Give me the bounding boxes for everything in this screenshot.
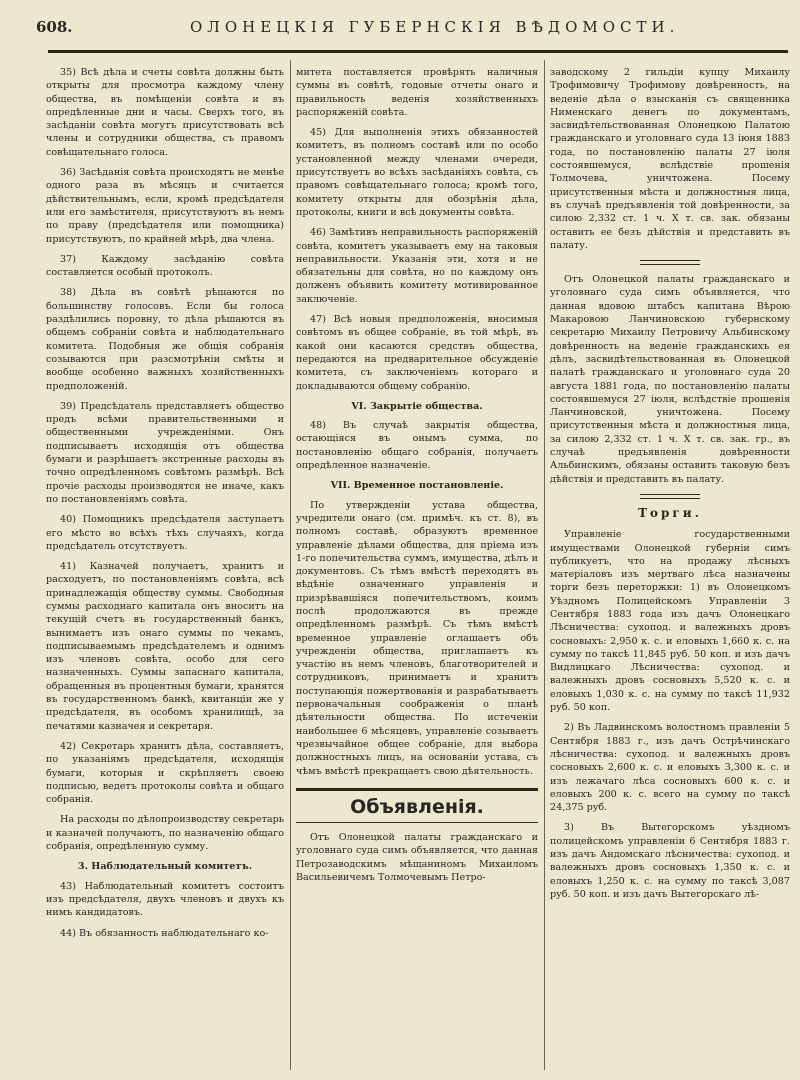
divider-ornament — [640, 260, 700, 265]
section-rule — [296, 822, 538, 823]
paragraph: митета поставляется провѣрять наличныя суммы въ совѣтѣ, годовые отчеты онаго и правильность веденія хозяйственныхъ распоряженій совѣта. — [296, 67, 538, 118]
paragraph: 48) Въ случаѣ закрытія общества, остающіяся въ онымъ сумма, по постановленію общаго собранія, получаетъ опредѣленное назначеніе. — [296, 420, 538, 472]
paragraph: 3) Въ Вытегорскомъ уѣздномъ полицейскомъ управленіи 6 Сентября 1883 г. изъ дачъ Андомскаго лѣсничества: сухопод. и валежныхъ дровъ сосновыхъ 1,350 к. с. и еловыхъ 1,250 к. с. на сумму по таксѣ 3,087 руб. 50 коп. и изъ дачъ Вытегорскаго лѣ- — [550, 822, 790, 900]
paragraph: 47) Всѣ новыя предположенія, вносимыя совѣтомъ въ общее собраніе, въ той мѣрѣ, въ какой они касаются средствъ общества, передаются на предварительное обсужденіе комитета, съ заключеніемъ котораго и докладываются общему собранію. — [296, 314, 538, 392]
paragraph: Отъ Олонецкой палаты гражданскаго и уголовнаго суда симъ объявляется, что данная Петрозаводскимъ мѣщаниномъ Михаиломъ Васильевичемъ Толмочевымъ Петро- — [296, 832, 538, 884]
section-rule — [296, 788, 538, 791]
paragraph: 43) Наблюдательный комитетъ состоитъ изъ предсѣдателя, двухъ членовъ и двухъ къ нимъ кандидатовъ. — [46, 880, 284, 919]
paragraph: 41) Казначей получаетъ, хранитъ и расходуетъ, по постановленіямъ совѣта, всѣ принадлежащія обществу суммы. Свободныя суммы расходнаго капитала онъ вноситъ на текущій счетъ въ государственный банкъ, вынимаетъ изъ онаго суммы по чекамъ, подписываемымъ предсѣдателемъ и однимъ изъ членовъ совѣта, особо для сего назначенныхъ. Суммы запаснаго капитала, обращенныя въ процентныя бумаги, хранятся въ государственномъ банкѣ, квитанціи же у предсѣдателя, въ особомъ хранилищѣ, за печатями казначея и секретаря. — [46, 561, 284, 732]
paragraph: 36) Засѣданія совѣта происходятъ не менѣе одного раза въ мѣсяцъ и считается дѣйствительнымъ, если, кромѣ предсѣдателя или его замѣстителя, присутствуютъ въ немъ по праву (предсѣдателя или помощника) присутствуютъ, по крайней мѣрѣ, два члена. — [46, 167, 284, 245]
paragraph: Управленіе государственными имуществами Олонецкой губерніи симъ публикуетъ, что на продажу лѣсныхъ матеріаловъ изъ мертваго лѣса назначены торги безъ переторжки: 1) въ Олонецкомъ Уѣздномъ Полицейскомъ Управленіи 3 Сентября 1883 года изъ дачъ Олонецкаго Лѣсничества: сухопод. и валежныхъ дровъ сосновыхъ: 2,950 к. с. и еловыхъ 1,660 к. с. на сумму по таксѣ 11,845 руб. 50 коп. и изъ дачъ Видлицкаго Лѣсничества: сухопод. и валежныхъ дровъ сосновыхъ 5,520 к. с. и еловыхъ 1,030 к. с. на сумму по таксѣ 11,932 руб. 50 коп. — [550, 529, 790, 714]
section-heading: VI. Закрытіе общества. — [351, 400, 483, 412]
paragraph: 44) Въ обязанность наблюдательнаго ко- — [60, 927, 269, 939]
paragraph: заводскому 2 гильдіи купцу Михаилу Трофимовичу Трофимову довѣренность, на веденіе дѣла о взысканія съ священника Нименскаго денегъ по документамъ, засвидѣтельствованная Олонецкою Палатою гражданскаго и уголовнаго суда 13 іюня 1883 года, по постановленію палаты 27 іюля состоявшемуся, вслѣдствіе прошенія Толмочева, уничтожена. Посему присутственныя мѣста и должностныя лица, въ случаѣ предъявленія той довѣренности, за силою 2,332 ст. 1 ч. X т. св. зак. обязаны оставить ее безъ дѣйствія и представить въ палату. — [550, 67, 790, 251]
section-heading: VII. Временное постановленіе. — [330, 480, 504, 492]
page-number: 608. — [36, 18, 73, 36]
column-divider — [290, 60, 291, 1070]
section-heading: 3. Наблюдательный комитетъ. — [77, 861, 253, 873]
column-left — [46, 66, 284, 947]
paragraph: 40) Помощникъ предсѣдателя заступаетъ его мѣсто во всѣхъ тѣхъ случаяхъ, когда предсѣдатель отсутствуетъ. — [46, 514, 284, 552]
section-heading: Торги. — [638, 505, 702, 520]
page-title: ОЛОНЕЦКІЯ ГУБЕРНСКІЯ ВѢДОМОСТИ. — [190, 18, 680, 36]
paragraph: 38) Дѣла въ совѣтѣ рѣшаются по большинству голосовъ. Если бы голоса раздѣлились поровну, то дѣла рѣшаются въ общемъ собраніи совѣта и наблюдательнаго комитета. Подобныя же общія собранія созываются при разсмотрѣніи смѣты и вообще особенно важныхъ хозяйственныхъ предположеній. — [46, 287, 284, 392]
column-right — [550, 66, 790, 908]
column-middle — [296, 66, 538, 891]
header-rule — [48, 50, 788, 53]
paragraph: 37) Каждому засѣданію совѣта составляется особый протоколъ. — [46, 253, 284, 279]
divider-ornament — [640, 494, 700, 499]
paragraph: 46) Замѣтивъ неправильность распоряженій совѣта, комитетъ указываетъ ему на таковыя неправильности. Указанія эти, хотя и не обязательны для совѣта, но по каждому онъ долженъ объявить комитету мотивированное заключеніе. — [296, 227, 538, 305]
paragraph: 35) Всѣ дѣла и счеты совѣта должны быть открыты для просмотра каждому члену общества, въ помѣщеніи совѣта и въ опредѣленные дни и часы. Сверхъ того, въ засѣданіи совѣта могутъ присутствовать всѣ члены и сотрудники общества, съ правомъ совѣщательнаго голоса. — [46, 67, 284, 158]
paragraph: 45) Для выполненія этихъ обязанностей комитетъ, въ полномъ составѣ или по особо установленной между членами очереди, присутствуетъ во всѣхъ засѣданіяхъ совѣта, съ правомъ совѣщательнаго голоса; кромѣ того, комитету открыты для обозрѣнія дѣла, протоколы, книги и всѣ документы совѣта. — [296, 127, 538, 218]
paragraph: По утвержденіи устава общества, учредители онаго (см. примѣч. къ ст. 8), въ полномъ составѣ, образуютъ временное управленіе дѣлами общества, для пріема изъ 1-го попечительства суммъ, имущества, дѣлъ и документовъ. Съ тѣмъ вмѣстѣ переходятъ въ вѣдѣніе означеннаго управленія и призрѣвавшіяся попечительствомъ, коимъ послѣ продолжаются въ прежде опредѣленномъ размѣрѣ. Съ тѣмъ вмѣстѣ временное управленіе оглашаетъ объ учрежденіи общества, приглашаетъ къ участію въ немъ членовъ, благотворителей и сотрудниковъ, принимаетъ и хранитъ поступающія пожертвованія и разрабатываетъ первоначальныя соображенія о планѣ дѣятельности общества. По истеченіи наибольшее 6 мѣсяцевъ, управленіе созываетъ чрезвычайное общее собраніе, для выбора должностныхъ лицъ, на основаніи устава, съ чѣмъ вмѣстѣ прекращаетъ свою дѣятельность. — [296, 499, 538, 777]
paragraph: 2) Въ Ладвинскомъ волостномъ правленіи 5 Сентября 1883 г., изъ дачъ Острѣчинскаго лѣсничества: сухопод. и валежныхъ дровъ сосновыхъ 2,600 к. с. и еловыхъ 3,300 к. с. и изъ лежачаго лѣса сосновыхъ 600 к. с. и еловыхъ 200 к. с. всего на сумму по таксѣ 24,375 руб. — [550, 722, 790, 814]
paragraph: 42) Секретарь хранитъ дѣла, составляетъ, по указаніямъ предсѣдателя, исходящія бумаги, которыя и скрѣпляетъ своею подписью, ведетъ протоколы совѣта и общаго собранія. — [46, 740, 284, 806]
announcements-heading: Объявленія. — [350, 795, 484, 818]
paragraph: Отъ Олонецкой палаты гражданскаго и уголовнаго суда симъ объявляется, что данная вдовою штабсъ капитана Вѣрою Макаровою Ланчиновскою губернскому секретарю Михаилу Петровичу Альбинскому довѣренность на веденіе гражданскихъ ея дѣлъ, засвидѣтельствованная въ Олонецкой палатѣ гражданскаго и уголовнаго суда 20 августа 1881 года, по постановленію палаты состоявшемуся 27 іюля, вслѣдствіе прошенія Ланчиновской, уничтожена. Посему присутственныя мѣста и должностныя лица, за силою 2,332 ст. 1 ч. X т. св. зак. гр., въ случаѣ предъявленія довѣренности Альбинскимъ, обязаны оставить таковую безъ дѣйствія и представить въ палату. — [550, 274, 790, 485]
paragraph: На расходы по дѣлопроизводству секретарь и казначей получаютъ, по назначенію общаго собранія, опредѣленную сумму. — [46, 814, 284, 853]
column-divider — [544, 60, 545, 1070]
paragraph: 39) Предсѣдатель представляетъ общество предъ всѣми правительственными и общественными учрежденіями. Онъ подписываетъ исходящія отъ общества бумаги и разрѣшаетъ экстренные расходы въ точно опредѣленномъ совѣтомъ размѣрѣ. Всѣ прочіе расходы производятся не иначе, какъ по постановленіямъ совѣта. — [46, 400, 284, 505]
